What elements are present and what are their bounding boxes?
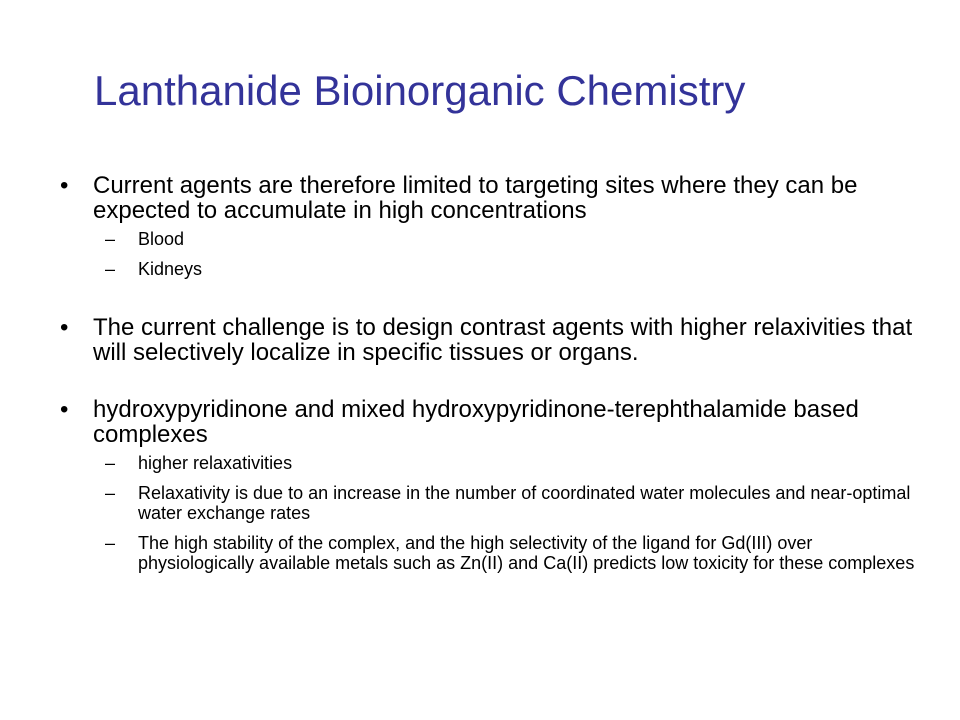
dash-icon: – bbox=[105, 259, 116, 279]
slide-title: Lanthanide Bioinorganic Chemistry bbox=[94, 67, 746, 114]
sub-list-1 bbox=[60, 229, 930, 279]
dash-icon: – bbox=[105, 483, 116, 503]
sub-item bbox=[60, 229, 930, 249]
sub-list-3 bbox=[60, 453, 930, 573]
sub-item-text: Kidneys bbox=[138, 259, 203, 279]
sub-item-text: higher relaxativities bbox=[138, 453, 293, 473]
sub-item-text: Relaxativity is due to an increase in the number of coordinated water molecules and near-optimal water exchange rates bbox=[138, 483, 911, 523]
sub-item bbox=[60, 259, 930, 279]
bullet-item-2 bbox=[60, 315, 930, 365]
sub-item-text: Blood bbox=[138, 229, 185, 249]
bullet-icon: • bbox=[60, 396, 69, 423]
sub-item-text: The high stability of the complex, and the high selectivity of the ligand for Gd(III) over physiologically available metals such as Zn(II) and Ca(II) predicts low toxicity for these complexes bbox=[138, 533, 915, 573]
bullet-text: hydroxypyridinone and mixed hydroxypyridinone-terephthalamide based complexes bbox=[93, 396, 859, 448]
bullet-text: The current challenge is to design contrast agents with higher relaxivities that will selectively localize in specific tissues or organs. bbox=[93, 314, 913, 366]
bullet-icon: • bbox=[60, 314, 69, 341]
bullet-text: Current agents are therefore limited to targeting sites where they can be expected to accumulate in high concentrations bbox=[93, 172, 858, 224]
sub-item bbox=[60, 483, 930, 523]
bullet-item-3 bbox=[60, 397, 930, 447]
slide-body bbox=[60, 173, 930, 583]
sub-item bbox=[60, 533, 930, 573]
dash-icon: – bbox=[105, 453, 116, 473]
bullet-item-1 bbox=[60, 173, 930, 223]
bullet-icon: • bbox=[60, 172, 69, 199]
dash-icon: – bbox=[105, 229, 116, 249]
sub-item bbox=[60, 453, 930, 473]
dash-icon: – bbox=[105, 533, 116, 553]
